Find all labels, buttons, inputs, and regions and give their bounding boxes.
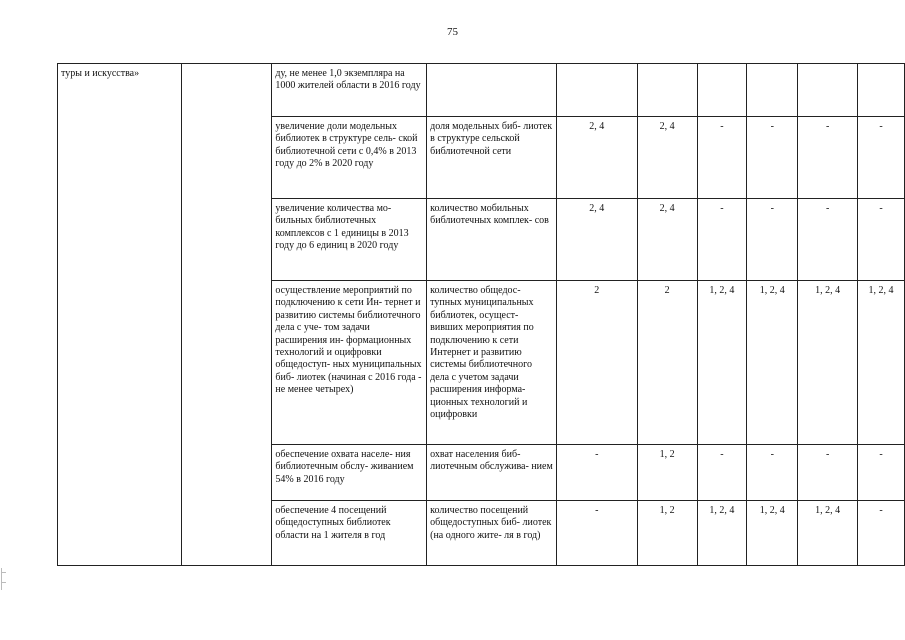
- indicator-cell: охват населения биб- лиотечным обслужива- нием: [427, 445, 557, 501]
- measure-cell: обеспечение 4 посещений общедоступных библиотек области на 1 жителя в год: [272, 501, 427, 566]
- value-cell: 1, 2, 4: [747, 281, 798, 445]
- value-cell: -: [556, 445, 637, 501]
- value-cell: 2: [556, 281, 637, 445]
- value-cell: -: [798, 117, 858, 199]
- indicator-cell: [427, 64, 557, 117]
- program-indicators-table: [57, 63, 905, 566]
- indicator-cell: доля модельных биб- лиотек в структуре сельской библиотечной сети: [427, 117, 557, 199]
- value-cell: 2, 4: [637, 199, 697, 281]
- measure-cell: осуществление мероприятий по подключению к сети Ин- тернет и развитию системы библиотечного дела с уче- том задачи расширения ин- формационных технологий и оцифровки общедоступ- ных муниципальных биб- лиотек (начиная с 2016 года - не менее четырех): [272, 281, 427, 445]
- value-cell: [697, 64, 747, 117]
- value-cell: -: [697, 117, 747, 199]
- scan-edge-mark: [1, 568, 8, 590]
- value-cell: 1, 2, 4: [858, 281, 905, 445]
- value-cell: -: [858, 501, 905, 566]
- value-cell: 2, 4: [637, 117, 697, 199]
- value-cell: 2, 4: [556, 117, 637, 199]
- measure-cell: увеличение доли модельных библиотек в структуре сель- ской библиотечной сети с 0,4% в 2013 году до 2% в 2020 году: [272, 117, 427, 199]
- value-cell: -: [798, 199, 858, 281]
- value-cell: 1, 2, 4: [798, 281, 858, 445]
- value-cell: [556, 64, 637, 117]
- measure-cell: ду, не менее 1,0 экземпляра на 1000 жителей области в 2016 году: [272, 64, 427, 117]
- value-cell: -: [697, 445, 747, 501]
- value-cell: -: [747, 199, 798, 281]
- value-cell: 2, 4: [556, 199, 637, 281]
- value-cell: 1, 2, 4: [747, 501, 798, 566]
- value-cell: 1, 2, 4: [798, 501, 858, 566]
- value-cell: -: [858, 445, 905, 501]
- measure-cell: обеспечение охвата населе- ния библиотечным обслу- живанием 54% в 2016 году: [272, 445, 427, 501]
- value-cell: -: [747, 117, 798, 199]
- indicator-cell: количество посещений общедоступных биб- лиотек (на одного жите- ля в год): [427, 501, 557, 566]
- program-name-cell: туры и искусства»: [58, 64, 182, 566]
- page-number: 75: [447, 26, 458, 38]
- value-cell: [747, 64, 798, 117]
- value-cell: -: [697, 199, 747, 281]
- indicator-cell: количество мобильных библиотечных комплек- сов: [427, 199, 557, 281]
- value-cell: -: [858, 117, 905, 199]
- value-cell: 1, 2, 4: [697, 501, 747, 566]
- measure-cell: увеличение количества мо- бильных библиотечных комплексов с 1 единицы в 2013 году до 6 единиц в 2020 году: [272, 199, 427, 281]
- value-cell: -: [747, 445, 798, 501]
- empty-column-cell: [181, 64, 272, 566]
- value-cell: -: [556, 501, 637, 566]
- value-cell: [637, 64, 697, 117]
- value-cell: 1, 2, 4: [697, 281, 747, 445]
- value-cell: 2: [637, 281, 697, 445]
- value-cell: [858, 64, 905, 117]
- value-cell: 1, 2: [637, 445, 697, 501]
- value-cell: 1, 2: [637, 501, 697, 566]
- table-row: [58, 64, 905, 117]
- value-cell: -: [858, 199, 905, 281]
- indicator-cell: количество общедос- тупных муниципальных библиотек, осущест- вивших мероприятия по подключению к сети Интернет и развитию системы библиотечного дела с учетом задачи расширения информа- ционных технологий и оцифровки: [427, 281, 557, 445]
- value-cell: [798, 64, 858, 117]
- value-cell: -: [798, 445, 858, 501]
